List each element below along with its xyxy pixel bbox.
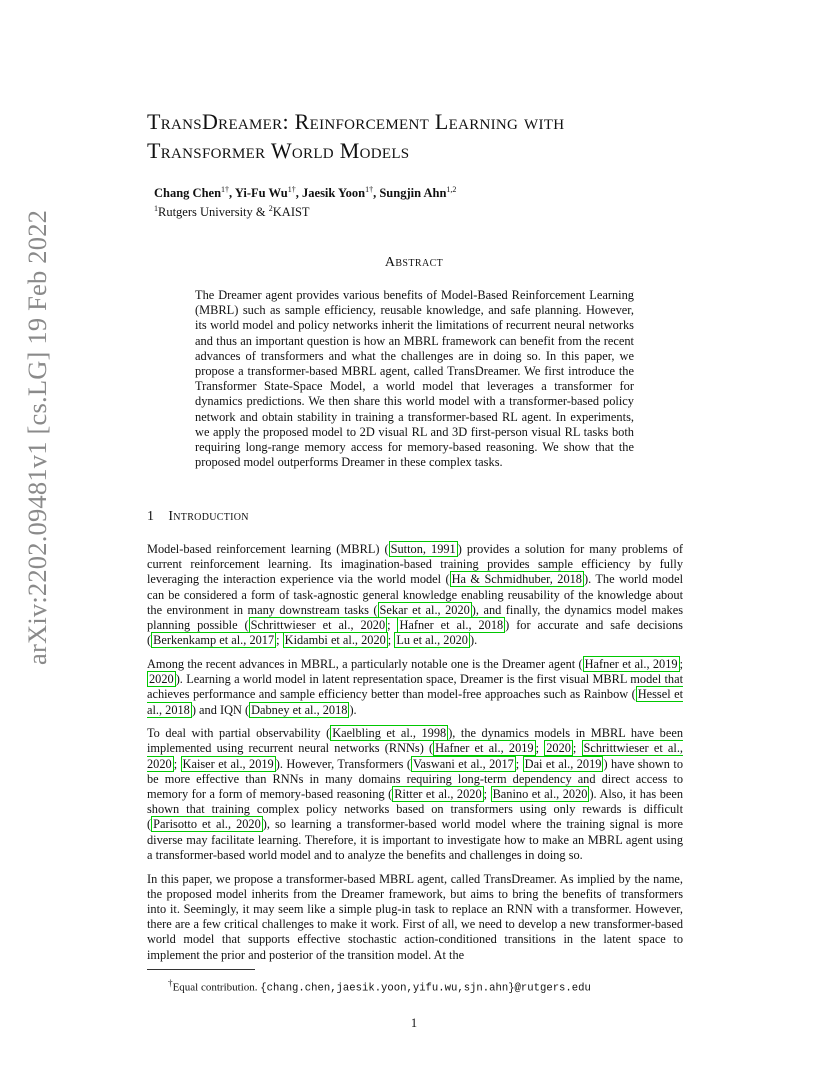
- title-line-1: TransDreamer: Reinforcement Learning with: [147, 109, 565, 134]
- title-line-2: Transformer World Models: [147, 138, 410, 163]
- footnote-rule: [147, 969, 255, 970]
- section-title: Introduction: [168, 509, 249, 524]
- citation-link[interactable]: Berkenkamp et al., 2017: [153, 633, 275, 648]
- footnote-text: Equal contribution.: [172, 981, 261, 994]
- author-affil-sup: 1,2: [446, 185, 457, 194]
- author-name: Chang Chen: [154, 186, 222, 201]
- citation-link[interactable]: Dabney et al., 2018: [251, 702, 348, 717]
- citation-link[interactable]: Hessel et al., 2018: [147, 687, 683, 717]
- author-affil-sup: 1†: [221, 185, 230, 194]
- citation-link[interactable]: Ritter et al., 2020: [394, 787, 482, 802]
- section-heading: [147, 509, 249, 525]
- citation-link[interactable]: Hafner et al., 2019: [435, 741, 534, 756]
- citation-link[interactable]: Vaswani et al., 2017: [413, 756, 514, 771]
- citation-link[interactable]: Ha & Schmidhuber, 2018: [451, 572, 582, 587]
- citation-link[interactable]: Hafner et al., 2018: [399, 618, 504, 633]
- paragraph: Model-based reinforcement learning (MBRL) ( Sutton, 1991 ) provides a solution for many problems of current reinforcement learning. Its imagination-based training provides sample efficiency by fully leveraging the interaction experience via the world model ( Ha & Schmidhuber, 2018 ). The world model can be considered a form of task-agnostic general knowledge enabling reusability of the knowledge about the environment in many downstream tasks ( Sekar et al., 2020 ), and finally, the dynamics model makes planning possible ( Schrittwieser et al., 2020 ; Hafner et al., 2018 ) for accurate and safe decisions ( Berkenkamp et al., 2017 ; Kidambi et al., 2020 ; Lu et al., 2020 ).: [147, 542, 684, 648]
- author-name: Sungjin Ahn: [379, 186, 447, 201]
- citation-link[interactable]: Dai et al., 2019: [524, 756, 602, 771]
- paragraph: In this paper, we propose a transformer-based MBRL agent, called TransDreamer. As implied by the name, the proposed model inherits from the Dreamer framework, but aims to bring the benefits of transformers into it. Seemingly, it may seem like a simple plug-in task to replace an RNN with a transformer. However, there are a few critical challenges to make it work. First of all, we need to develop a new transformer-based world model that supports effective stochastic action-conditioned transitions in the latent space to implement the prior and posterior of the transition model. At the: [147, 871, 683, 962]
- author-emails: {chang.chen,jaesik.yoon,yifu.wu,sjn.ahn}@rutgers.edu: [260, 982, 591, 995]
- footnote-mark: †: [168, 978, 173, 988]
- citation-link[interactable]: Lu et al., 2020: [396, 633, 468, 648]
- citation-link[interactable]: Schrittwieser et al., 2020: [147, 741, 684, 771]
- author-block: [154, 182, 674, 220]
- paragraph: Among the recent advances in MBRL, a particularly notable one is the Dreamer agent ( Hafner et al., 2019 ; 2020 ). Learning a world model in latent representation space, Dreamer is the first visual MBRL model that achieves performance and sample efficiency better than model-free approaches such as Rainbow ( Hessel et al., 2018 ) and IQN ( Dabney et al., 2018 ).: [147, 656, 684, 717]
- author-name: Yi-Fu Wu: [234, 186, 288, 201]
- author-affil-sup: 1†: [287, 185, 296, 194]
- section-number: 1: [147, 509, 155, 524]
- paragraph: To deal with partial observability ( Kaelbling et al., 1998 ), the dynamics models in MBRL have been implemented using recurrent neural networks (RNNs) ( Hafner et al., 2019 ; 2020 ; Schrittwieser et al., 2020 ; Kaiser et al., 2019 ). However, Transformers ( Vaswani et al., 2017 ; Dai et al., 2019 ) have shown to be more effective than RNNs in many domains requiring long-term dependency and direct access to memory for a form of memory-based reasoning ( Ritter et al., 2020 ; Banino et al., 2020 ). Also, it has been shown that training complex policy networks based on transformers using only rewards is difficult ( Parisotto et al., 2020 ), so learning a transformer-based world model where the training signal is more diverse may facilitate learning. Therefore, it is important to investigate how to make an MBRL agent using a transformer-based world model and to analyze the benefits and challenges in doing so.: [147, 726, 684, 862]
- citation-link[interactable]: Kaiser et al., 2019: [182, 756, 274, 771]
- arxiv-identifier: arXiv:2202.09481v1 [cs.LG] 19 Feb 2022: [22, 209, 52, 665]
- citation-link[interactable]: Sutton, 1991: [390, 542, 456, 556]
- citation-link[interactable]: Sekar et al., 2020: [379, 602, 470, 617]
- abstract-text: The Dreamer agent provides various benefits of Model-Based Reinforcement Learning (MBRL) such as sample efficiency, reusable knowledge, and safe planning. However, its world model and policy networks inherit the limitations of recurrent neural networks and thus an important question is how an MBRL framework can benefit from the recent advances of transformers and what the challenges are in doing so. In this paper, we propose a transformer-based MBRL agent, called TransDreamer. We first introduce the Transformer State-Space Model, a world model that leverages a transformer for dynamics predictions. We then share this world model with a transformer-based policy network and obtain stability in training a transformer-based RL agent. In experiments, we apply the proposed model to 2D visual RL and 3D first-person visual RL tasks both requiring long-range memory access for memory-based reasoning. We show that the proposed model outperforms Dreamer in these complex tasks.: [195, 288, 634, 470]
- citation-link[interactable]: Schrittwieser et al., 2020: [250, 618, 386, 633]
- author-affil-sup: 1†: [365, 185, 374, 194]
- paper-title: [147, 107, 707, 165]
- citation-link[interactable]: Parisotto et al., 2020: [153, 817, 261, 832]
- abstract-heading: Abstract: [384, 255, 444, 270]
- page-number: 1: [410, 1016, 418, 1030]
- footnote: [168, 976, 688, 996]
- body-text: [147, 542, 683, 971]
- citation-link[interactable]: Banino et al., 2020: [492, 787, 588, 802]
- affiliations: $^1$Rutgers University & $^2$KAIST: [154, 204, 310, 220]
- citation-link[interactable]: Hafner et al., 2019: [584, 656, 678, 671]
- author-list: Chang Chen$^{1\dagger}$, Yi-Fu $Wu^{1\dagger}$, Jaesik Yoon$^{1\dagger}$, Sungjin Ahn$^{1,2}$: [154, 185, 457, 201]
- citation-link[interactable]: Kaelbling et al., 1998: [332, 726, 447, 741]
- author-name: Jaesik Yoon: [302, 186, 366, 201]
- citation-link[interactable]: 2020: [546, 741, 571, 756]
- citation-link[interactable]: 2020: [149, 672, 174, 687]
- citation-link[interactable]: Kidambi et al., 2020: [284, 633, 386, 648]
